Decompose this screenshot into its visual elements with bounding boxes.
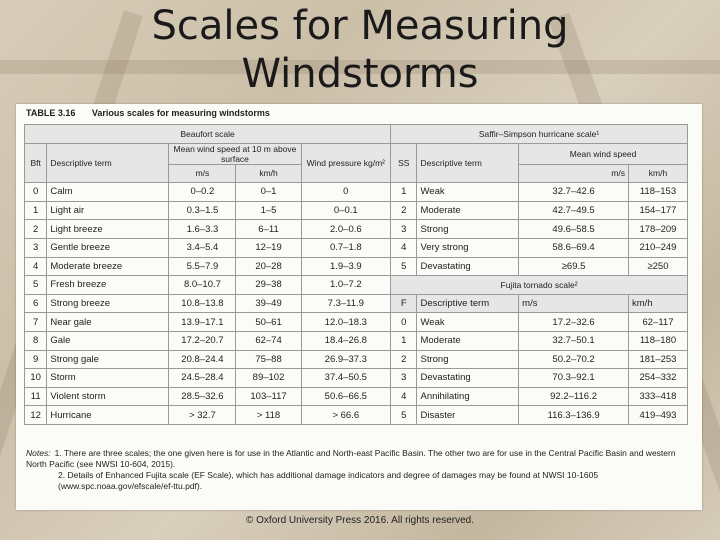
bft-cell: 11 (25, 387, 47, 406)
f-kmh-cell: 419–493 (628, 406, 687, 425)
pressure-cell: 1.0–7.2 (301, 276, 390, 295)
kmh-cell: 103–117 (236, 387, 301, 406)
bft-cell: 0 (25, 183, 47, 202)
f-ms-cell: 17.2–32.6 (519, 313, 629, 332)
ss-ms-cell: ≥69.5 (519, 257, 629, 276)
ms-cell: 24.5–28.4 (169, 369, 236, 388)
table-row (25, 294, 688, 313)
ss-cell: 1 (391, 183, 417, 202)
f-ms-cell: 32.7–50.1 (519, 331, 629, 350)
ss-term-cell: Strong (417, 220, 519, 239)
ss-kmh-cell: 210–249 (628, 238, 687, 257)
f-ms-cell: 92.2–116.2 (519, 387, 629, 406)
ms-cell: 3.4–5.4 (169, 238, 236, 257)
table-row (25, 276, 688, 295)
pressure-cell: 2.0–0.6 (301, 220, 390, 239)
f-kmh-cell: 62–117 (628, 313, 687, 332)
table-document (16, 104, 702, 510)
f-cell: 4 (391, 387, 417, 406)
bft-cell: 6 (25, 294, 47, 313)
f-cell: 5 (391, 406, 417, 425)
ms-cell: 5.5–7.9 (169, 257, 236, 276)
term-cell: Strong gale (47, 350, 169, 369)
table-row (25, 369, 688, 388)
ms-cell: 10.8–13.8 (169, 294, 236, 313)
term-cell: Violent storm (47, 387, 169, 406)
f-kmh-cell: 181–253 (628, 350, 687, 369)
unit-kmh-header: km/h (628, 294, 687, 313)
kmh-cell: 62–74 (236, 331, 301, 350)
term-cell: Moderate breeze (47, 257, 169, 276)
note-1: 1. There are three scales; the one given here is for use in the Atlantic and North-east Pacific Basin. The other two are for use in the Central Pacific Basin and western North Pacific (see NWSI 10-604, 2015). (26, 448, 676, 469)
ms-cell: 0–0.2 (169, 183, 236, 202)
kmh-cell: > 118 (236, 406, 301, 425)
unit-ms-header: m/s (519, 164, 629, 183)
term-cell: Light breeze (47, 220, 169, 239)
bft-cell: 8 (25, 331, 47, 350)
ss-cell: 2 (391, 201, 417, 220)
f-cell: 3 (391, 369, 417, 388)
f-cell: 2 (391, 350, 417, 369)
kmh-cell: 39–49 (236, 294, 301, 313)
ss-ms-cell: 49.6–58.5 (519, 220, 629, 239)
pressure-cell: 0 (301, 183, 390, 202)
kmh-cell: 1–5 (236, 201, 301, 220)
f-term-cell: Strong (417, 350, 519, 369)
col-ss-header: SS (391, 143, 417, 183)
ss-term-cell: Devastating (417, 257, 519, 276)
ss-kmh-cell: 154–177 (628, 201, 687, 220)
ss-kmh-cell: 178–209 (628, 220, 687, 239)
pressure-cell: 26.9–37.3 (301, 350, 390, 369)
copyright-footer: © Oxford University Press 2016. All rights reserved. (245, 515, 474, 526)
f-term-cell: Moderate (417, 331, 519, 350)
col-desc-header: Descriptive term (47, 143, 169, 183)
bft-cell: 2 (25, 220, 47, 239)
fujita-header: Fujita tornado scale² (391, 276, 688, 295)
term-cell: Calm (47, 183, 169, 202)
note-2: 2. Details of Enhanced Fujita scale (EF Scale), which has additional damage indicators and degree of damages may be found at NWSI 10-1605 (www.spc.noaa.gov/efscale/ef-ttu.pdf). (58, 470, 599, 491)
slide-title-line1: Scales for Measuring (151, 3, 569, 49)
table-row (25, 257, 688, 276)
col-mean-speed-header: Mean wind speed at 10 m above surface (169, 143, 301, 164)
ss-ms-cell: 42.7–49.5 (519, 201, 629, 220)
pressure-cell: 0.7–1.8 (301, 238, 390, 257)
col-bft-header: Bft (25, 143, 47, 183)
term-cell: Fresh breeze (47, 276, 169, 295)
table-row (25, 313, 688, 332)
pressure-cell: 12.0–18.3 (301, 313, 390, 332)
term-cell: Strong breeze (47, 294, 169, 313)
unit-ms-header: m/s (169, 164, 236, 183)
ms-cell: 13.9–17.1 (169, 313, 236, 332)
pressure-cell: 50.6–66.5 (301, 387, 390, 406)
f-term-cell: Disaster (417, 406, 519, 425)
f-cell: 1 (391, 331, 417, 350)
ss-kmh-cell: ≥250 (628, 257, 687, 276)
table-row (25, 201, 688, 220)
notes-label: Notes: (26, 448, 51, 458)
bft-cell: 9 (25, 350, 47, 369)
f-kmh-cell: 118–180 (628, 331, 687, 350)
term-cell: Storm (47, 369, 169, 388)
kmh-cell: 12–19 (236, 238, 301, 257)
ss-cell: 5 (391, 257, 417, 276)
table-row (25, 387, 688, 406)
unit-ms-header: m/s (519, 294, 629, 313)
bft-cell: 12 (25, 406, 47, 425)
f-kmh-cell: 333–418 (628, 387, 687, 406)
pressure-cell: > 66.6 (301, 406, 390, 425)
ss-kmh-cell: 118–153 (628, 183, 687, 202)
term-cell: Near gale (47, 313, 169, 332)
pressure-cell: 7.3–11.9 (301, 294, 390, 313)
col-pressure-header: Wind pressure kg/m² (301, 143, 390, 183)
saffir-simpson-header: Saffir–Simpson hurricane scale¹ (391, 125, 688, 144)
ss-cell: 4 (391, 238, 417, 257)
ms-cell: 1.6–3.3 (169, 220, 236, 239)
f-term-cell: Devastating (417, 369, 519, 388)
ms-cell: 8.0–10.7 (169, 276, 236, 295)
ss-term-cell: Weak (417, 183, 519, 202)
ms-cell: 20.8–24.4 (169, 350, 236, 369)
bft-cell: 5 (25, 276, 47, 295)
term-cell: Gentle breeze (47, 238, 169, 257)
table-caption-text: Various scales for measuring windstorms (91, 108, 270, 118)
term-cell: Gale (47, 331, 169, 350)
ss-term-cell: Moderate (417, 201, 519, 220)
ss-cell: 3 (391, 220, 417, 239)
bft-cell: 1 (25, 201, 47, 220)
pressure-cell: 1.9–3.9 (301, 257, 390, 276)
ms-cell: 17.2–20.7 (169, 331, 236, 350)
slide-title-line2: Windstorms (241, 51, 479, 97)
table-row (25, 331, 688, 350)
term-cell: Light air (47, 201, 169, 220)
windstorm-scales-table (24, 124, 688, 425)
ss-term-cell: Very strong (417, 238, 519, 257)
kmh-cell: 50–61 (236, 313, 301, 332)
kmh-cell: 6–11 (236, 220, 301, 239)
unit-kmh-header: km/h (628, 164, 687, 183)
col-ss-desc-header: Descriptive term (417, 143, 519, 183)
f-kmh-cell: 254–332 (628, 369, 687, 388)
table-row (25, 238, 688, 257)
pressure-cell: 0–0.1 (301, 201, 390, 220)
bft-cell: 10 (25, 369, 47, 388)
ms-cell: > 32.7 (169, 406, 236, 425)
bft-cell: 7 (25, 313, 47, 332)
table-row (25, 406, 688, 425)
table-notes (26, 448, 696, 492)
table-label: TABLE 3.16 (26, 108, 76, 118)
col-f-header: F (391, 294, 417, 313)
bft-cell: 3 (25, 238, 47, 257)
pressure-cell: 18.4–26.8 (301, 331, 390, 350)
col-ss-speed-header: Mean wind speed (519, 143, 688, 164)
ss-ms-cell: 58.6–69.4 (519, 238, 629, 257)
table-row (25, 350, 688, 369)
pressure-cell: 37.4–50.5 (301, 369, 390, 388)
f-ms-cell: 70.3–92.1 (519, 369, 629, 388)
kmh-cell: 20–28 (236, 257, 301, 276)
kmh-cell: 75–88 (236, 350, 301, 369)
col-f-desc-header: Descriptive term (417, 294, 519, 313)
table-row (25, 220, 688, 239)
ss-ms-cell: 32.7–42.6 (519, 183, 629, 202)
f-ms-cell: 50.2–70.2 (519, 350, 629, 369)
kmh-cell: 89–102 (236, 369, 301, 388)
term-cell: Hurricane (47, 406, 169, 425)
f-ms-cell: 116.3–136.9 (519, 406, 629, 425)
ms-cell: 28.5–32.6 (169, 387, 236, 406)
table-caption (26, 108, 284, 118)
beaufort-header: Beaufort scale (25, 125, 391, 144)
kmh-cell: 0–1 (236, 183, 301, 202)
f-term-cell: Annihilating (417, 387, 519, 406)
table-row (25, 183, 688, 202)
ms-cell: 0.3–1.5 (169, 201, 236, 220)
unit-kmh-header: km/h (236, 164, 301, 183)
bft-cell: 4 (25, 257, 47, 276)
f-cell: 0 (391, 313, 417, 332)
slide-title (0, 2, 720, 98)
kmh-cell: 29–38 (236, 276, 301, 295)
f-term-cell: Weak (417, 313, 519, 332)
